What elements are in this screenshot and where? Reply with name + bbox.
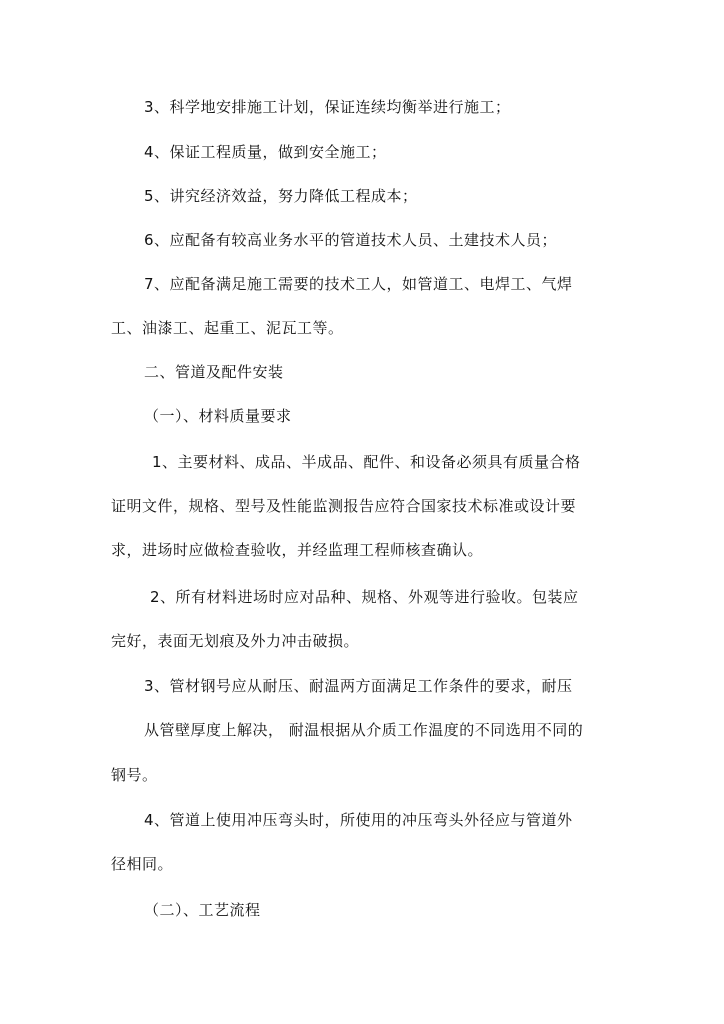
paragraph-line: 6、应配备有较高业务水平的管道技术人员、土建技术人员； — [144, 231, 558, 249]
paragraph-line: 4、管道上使用冲压弯头时，所使用的冲压弯头外径应与管道外 — [144, 811, 573, 829]
paragraph-line: 工、油漆工、起重工、泥瓦工等。 — [111, 319, 344, 337]
subsection-heading: （一）、材料质量要求 — [144, 407, 292, 425]
paragraph-line: 5、讲究经济效益，努力降低工程成本； — [144, 187, 418, 205]
paragraph-line: 3、科学地安排施工计划，保证连续均衡举进行施工； — [144, 98, 511, 116]
paragraph-line: 求，进场时应做检查验收，并经监理工程师核查确认。 — [111, 541, 484, 559]
paragraph-line: 钢号。 — [111, 766, 158, 784]
paragraph-line: 证明文件，规格、型号及性能监测报告应符合国家技术标准或设计要 — [111, 497, 577, 515]
paragraph-line: 2、所有材料进场时应对品种、规格、外观等进行验收。包装应 — [150, 588, 579, 606]
paragraph-line: 从管壁厚度上解决， 耐温根据从介质工作温度的不同选用不同的 — [144, 721, 584, 739]
paragraph-line: 7、应配备满足施工需要的技术工人，如管道工、电焊工、气焊 — [144, 275, 573, 293]
section-heading: 二、管道及配件安装 — [144, 363, 284, 381]
paragraph-line: 完好，表面无划痕及外力冲击破损。 — [111, 632, 360, 650]
paragraph-line: 4、保证工程质量，做到安全施工； — [144, 143, 387, 161]
paragraph-line: 3、管材钢号应从耐压、耐温两方面满足工作条件的要求，耐压 — [144, 677, 573, 695]
paragraph-line: 1、主要材料、成品、半成品、配件、和设备必须具有质量合格 — [152, 453, 581, 471]
paragraph-line: 径相同。 — [111, 855, 174, 873]
subsection-heading: （二）、工艺流程 — [144, 901, 261, 919]
